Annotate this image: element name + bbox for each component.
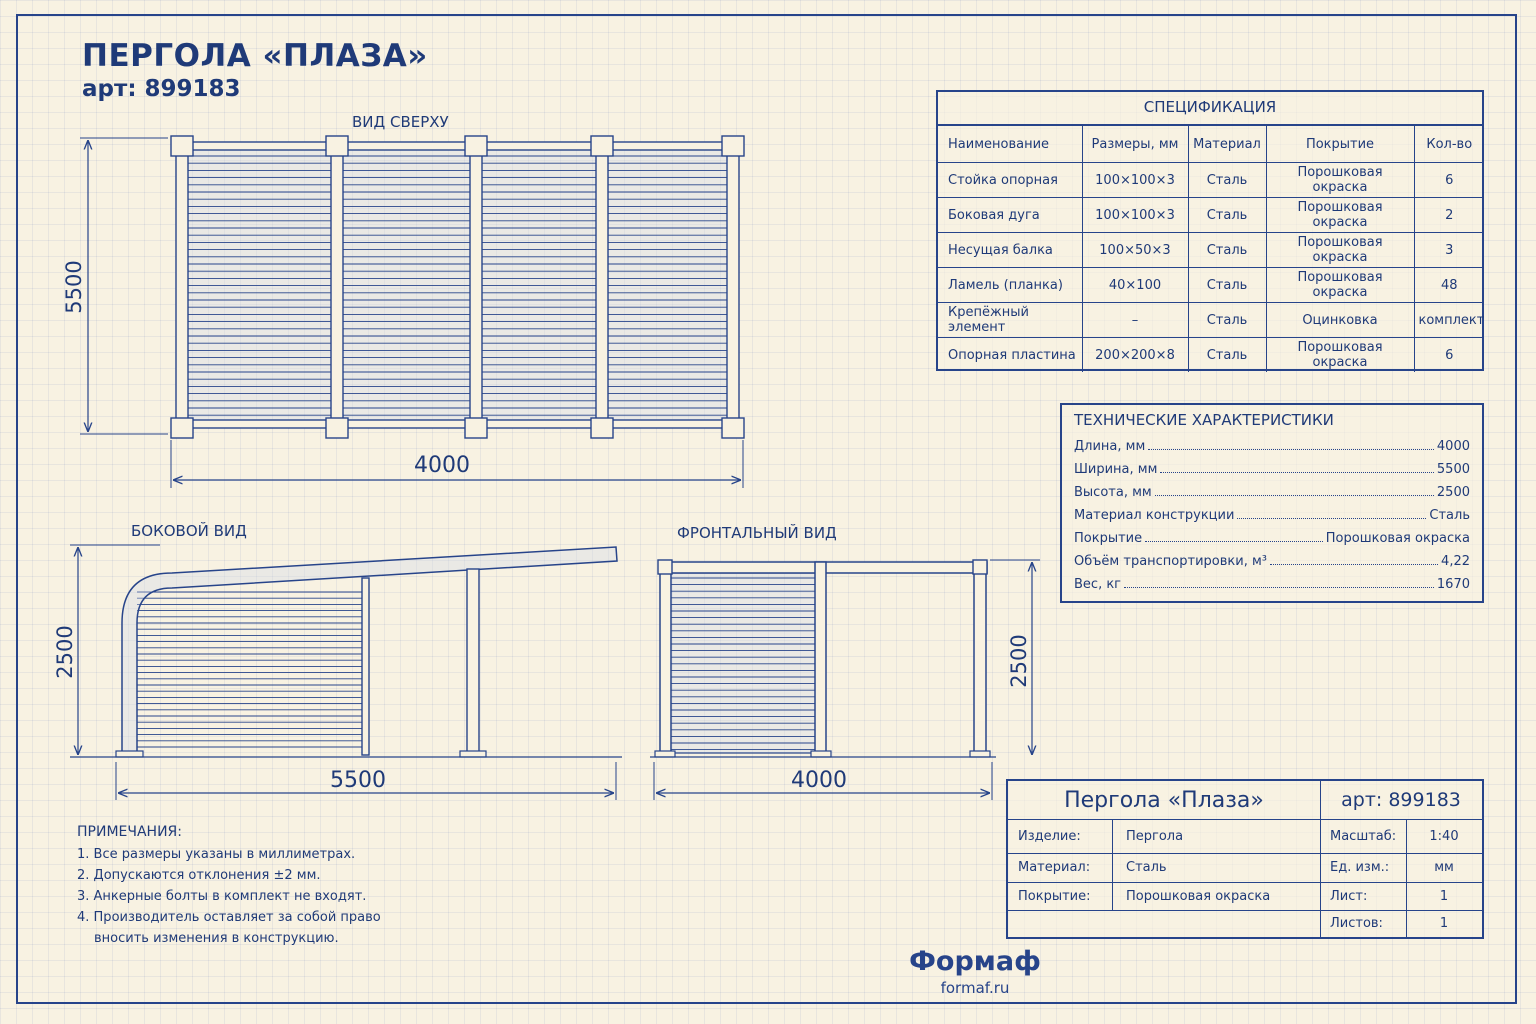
spec-header-cell: Наименование <box>938 126 1082 163</box>
spec-row <box>938 163 1484 198</box>
product-value: Пергола <box>1126 828 1184 844</box>
tech-value: Сталь <box>1429 508 1470 523</box>
tech-row <box>1074 527 1470 550</box>
spec-row <box>938 268 1484 303</box>
tech-leader-dots <box>1237 504 1426 519</box>
top-view <box>80 136 744 488</box>
tech-leader-dots <box>1145 527 1323 542</box>
side-view-label: БОКОВОЙ ВИД <box>131 522 247 540</box>
spec-cell: Несущая балка <box>938 233 1082 268</box>
tech-value: 5500 <box>1436 462 1470 477</box>
front-width-dim-text: 4000 <box>791 768 847 793</box>
spec-cell: Сталь <box>1188 198 1266 233</box>
spec-cell: Опорная пластина <box>938 338 1082 373</box>
tech-leader-dots <box>1270 550 1438 565</box>
spec-row <box>938 303 1484 338</box>
top-post-cap <box>171 418 193 438</box>
tech-characteristics <box>1060 403 1484 603</box>
brand-website[interactable]: formaf.ru <box>940 979 1010 997</box>
top-rafter <box>470 143 482 427</box>
notes-title: ПРИМЕЧАНИЯ: <box>77 824 182 840</box>
sheet-value: 1 <box>1439 888 1449 904</box>
side-base-plate-2 <box>460 751 486 757</box>
tech-value: 1670 <box>1436 577 1470 592</box>
spec-cell: Сталь <box>1188 303 1266 338</box>
spec-cell: Сталь <box>1188 338 1266 373</box>
tech-title: ТЕХНИЧЕСКИЕ ХАРАКТЕРИСТИКИ <box>1074 411 1334 429</box>
tech-row <box>1074 458 1470 481</box>
tech-label: Высота, мм <box>1074 485 1152 500</box>
spec-cell: 3 <box>1414 233 1484 268</box>
page-title: ПЕРГОЛА «ПЛАЗА» <box>82 38 428 74</box>
unit-value: мм <box>1434 860 1454 875</box>
tech-label: Вес, кг <box>1074 577 1122 592</box>
front-post-right <box>974 562 986 753</box>
tech-leader-dots <box>1148 435 1434 450</box>
front-post-mid <box>815 562 826 753</box>
top-depth-dim-text: 5500 <box>62 260 86 314</box>
spec-cell: 200×200×8 <box>1082 338 1188 373</box>
top-post-cap <box>722 136 744 156</box>
tech-row <box>1074 550 1470 573</box>
front-post-left <box>660 562 671 753</box>
spec-header-cell: Покрытие <box>1266 126 1414 163</box>
brand-logo: Формаф <box>909 946 1041 977</box>
spec-header-cell: Кол-во <box>1414 126 1484 163</box>
spec-cell: Порошковая окраска <box>1266 338 1414 373</box>
spec-cell: Боковая дуга <box>938 198 1082 233</box>
top-rafter <box>176 143 188 427</box>
top-post-cap <box>591 418 613 438</box>
spec-title: СПЕЦИФИКАЦИЯ <box>938 92 1482 125</box>
tech-row <box>1074 481 1470 504</box>
front-view-label: ФРОНТАЛЬНЫЙ ВИД <box>677 524 837 542</box>
tech-value: 4000 <box>1436 439 1470 454</box>
top-beam-lower <box>176 420 740 428</box>
side-height-dim-text: 2500 <box>53 625 77 679</box>
spec-cell: Порошковая окраска <box>1266 233 1414 268</box>
coating-label: Покрытие: <box>1018 888 1091 904</box>
spec-cell: Порошковая окраска <box>1266 268 1414 303</box>
spec-cell: Сталь <box>1188 163 1266 198</box>
tech-label: Длина, мм <box>1074 439 1146 454</box>
spec-cell: 40×100 <box>1082 268 1188 303</box>
tech-leader-dots <box>1124 573 1434 588</box>
sheet-label: Лист: <box>1330 888 1368 904</box>
top-rafter <box>727 143 739 427</box>
tech-value: 2500 <box>1436 485 1470 500</box>
spec-header-cell: Материал <box>1188 126 1266 163</box>
side-length-dim-text: 5500 <box>330 768 386 793</box>
spec-cell: Стойка опорная <box>938 163 1082 198</box>
scale-value: 1:40 <box>1429 828 1459 844</box>
tech-leader-dots <box>1155 481 1434 496</box>
tech-row <box>1074 435 1470 458</box>
tech-label: Ширина, мм <box>1074 462 1158 477</box>
tech-label: Материал конструкции <box>1074 508 1235 523</box>
spec-row <box>938 233 1484 268</box>
side-view <box>70 545 622 800</box>
spec-cell: Порошковая окраска <box>1266 198 1414 233</box>
top-post-cap <box>465 418 487 438</box>
spec-cell: Оцинковка <box>1266 303 1414 338</box>
title-block <box>1006 779 1484 939</box>
tech-value: 4,22 <box>1441 554 1470 569</box>
spec-cell: 100×50×3 <box>1082 233 1188 268</box>
note-item: 2. Допускаются отклонения ±2 мм. <box>77 868 321 883</box>
spec-cell: Сталь <box>1188 233 1266 268</box>
spec-row <box>938 338 1484 373</box>
title-block-name: Пергола «Плаза» <box>1064 787 1264 813</box>
note-item: 4. Производитель оставляет за собой право вносить изменения в конструкцию. <box>77 910 381 946</box>
sheets-label: Листов: <box>1330 916 1383 931</box>
spec-cell: 100×100×3 <box>1082 163 1188 198</box>
spec-cell: 100×100×3 <box>1082 198 1188 233</box>
notes <box>77 822 384 949</box>
tech-label: Объём транспортировки, м³ <box>1074 554 1267 569</box>
spec-cell: Крепёжный элемент <box>938 303 1082 338</box>
note-item: 3. Анкерные болты в комплект не входят. <box>77 889 367 904</box>
front-height-dim-text: 2500 <box>1007 634 1031 688</box>
spec-cell: Ламель (планка) <box>938 268 1082 303</box>
tech-row <box>1074 573 1470 596</box>
tech-value: Порошковая окраска <box>1325 531 1470 546</box>
tech-leader-dots <box>1160 458 1434 473</box>
spec-header-row <box>938 126 1484 163</box>
side-mid-post <box>362 578 369 755</box>
front-panel <box>667 573 819 753</box>
side-view-slats <box>137 592 362 747</box>
top-post-cap <box>326 418 348 438</box>
tech-label: Покрытие <box>1074 531 1143 546</box>
coating-value: Порошковая окраска <box>1126 888 1271 904</box>
spec-header-cell: Размеры, мм <box>1082 126 1188 163</box>
spec-table <box>936 90 1484 371</box>
top-width-dim-text: 4000 <box>414 453 470 478</box>
top-rafter <box>331 143 343 427</box>
scale-label: Масштаб: <box>1330 828 1397 844</box>
material-value: Сталь <box>1126 860 1167 875</box>
spec-cell: комплект <box>1414 303 1484 338</box>
top-post-cap <box>722 418 744 438</box>
side-rear-post <box>467 569 479 755</box>
spec-cell: – <box>1082 303 1188 338</box>
spec-cell: 48 <box>1414 268 1484 303</box>
spec-row <box>938 198 1484 233</box>
sheets-value: 1 <box>1439 916 1449 931</box>
tech-row <box>1074 504 1470 527</box>
top-rafter <box>596 143 608 427</box>
material-label: Материал: <box>1018 860 1091 875</box>
spec-cell: Порошковая окраска <box>1266 163 1414 198</box>
side-base-plate-1 <box>116 751 143 757</box>
top-post-cap <box>465 136 487 156</box>
spec-cell: 6 <box>1414 338 1484 373</box>
spec-cell: Сталь <box>1188 268 1266 303</box>
top-post-cap <box>171 136 193 156</box>
top-post-cap <box>591 136 613 156</box>
spec-cell: 6 <box>1414 163 1484 198</box>
top-post-cap <box>326 136 348 156</box>
product-label: Изделие: <box>1018 828 1081 844</box>
top-beam-upper <box>176 142 740 150</box>
front-view <box>650 560 1040 800</box>
top-view-label: ВИД СВЕРХУ <box>352 113 449 131</box>
article-number: арт: 899183 <box>82 76 241 102</box>
note-item: 1. Все размеры указаны в миллиметрах. <box>77 847 356 862</box>
unit-label: Ед. изм.: <box>1330 860 1390 875</box>
spec-cell: 2 <box>1414 198 1484 233</box>
title-block-article: арт: 899183 <box>1341 789 1461 811</box>
